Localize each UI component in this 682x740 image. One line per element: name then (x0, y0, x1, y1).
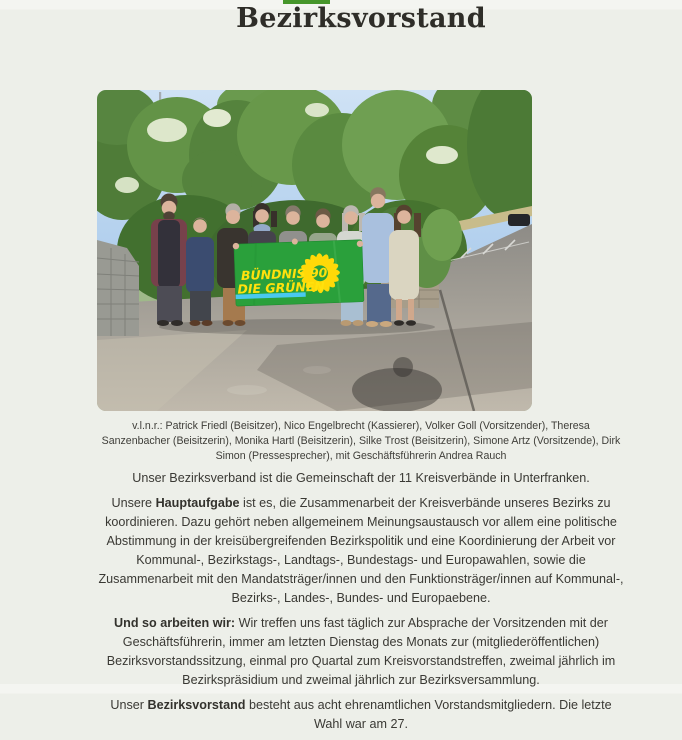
group-photo-illustration (97, 90, 532, 411)
paragraph-vorstand: Unser Bezirksvorstand besteht aus acht ehrenamtlichen Vorstandsmitgliedern. Die letzte Wahl war am 27. (110, 698, 612, 731)
paragraph-arbeitsweise: Und so arbeiten wir: Wir treffen uns fast täglich zur Absprache der Vorsitzenden mit der Geschäftsführerin, immer am letzten Dienstag des Monats zur (mitgliederöffentlichen) Bezirksvorstandssitzung, einmal pro Quartal zum Kreisvorstandstreffen, zweimal jährlich im Bezirkspräsidium und zweimal jährlich zur Bezirksversammlung. (106, 616, 616, 687)
page-title: Bezirksvorstand (236, 3, 486, 34)
group-photo (97, 90, 532, 411)
parked-car (508, 214, 530, 226)
flag-text-line1: BÜNDNIS 90 (240, 264, 328, 283)
photo-caption: v.l.n.r.: Patrick Friedl (Beisitzer), Nico Engelbrecht (Kassierer), Volker Goll (Vorsitzender), Theresa Sanzenbacher (Beisitzerin), Monika Hartl (Beisitzerin), Silke Trost (Beisitzerin), Simone Artz (Vorsitzende), Dirk Simon (Pressesprecher), mit Geschäftsführerin Andrea Rauch (101, 420, 621, 462)
paragraph-hauptaufgabe: Unsere Hauptaufgabe ist es, die Zusammenarbeit der Kreisverbände unseres Bezirks zu koordinieren. Dazu gehört neben allgemeinem Meinungsaustausch vor allem eine politische Abstimmung in der kreisübergreifenden Bezirkspolitik und eine Koordinierung der Arbeit vor Kommunal-, Bezirkstags-, Landtags-, Bundestags- und Europawahlen, sowie die Zusammenarbeit mit den Mandatsträger/innen und den Funktionsträger/innen auf Kommunal-, Bezirks-, Landes-, Bundes- und Europaebene. (98, 496, 624, 605)
paragraph-intro: Unser Bezirksverband ist die Gemeinschaft der 11 Kreisverbände in Unterfranken. (132, 471, 590, 485)
flag-text-line2: DIE GRÜNEN (237, 278, 326, 297)
green-party-flag (233, 236, 366, 306)
article-body (97, 469, 625, 740)
